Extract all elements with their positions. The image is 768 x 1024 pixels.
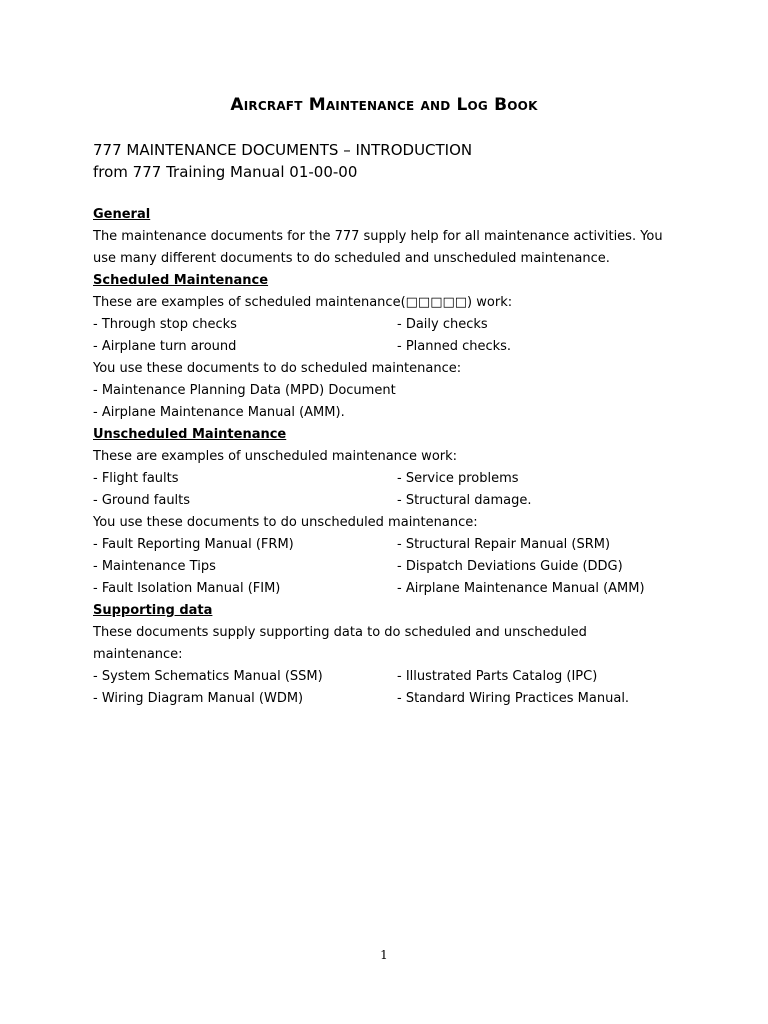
intro-block <box>93 139 472 183</box>
scheduled-example-right: - Planned checks. <box>397 339 512 354</box>
unscheduled-doc-row <box>93 556 713 578</box>
unscheduled-doc-left: - Maintenance Tips <box>93 559 216 574</box>
scheduled-heading: Scheduled Maintenance <box>93 273 269 288</box>
scheduled-example-row <box>93 336 713 358</box>
supporting-doc-right: - Standard Wiring Practices Manual. <box>397 691 630 706</box>
unscheduled-heading: Unscheduled Maintenance <box>93 427 287 442</box>
unscheduled-example-left: - Ground faults <box>93 493 191 508</box>
unscheduled-example-row <box>93 468 713 490</box>
supporting-text-1: These documents supply supporting data to do scheduled and unscheduled <box>93 625 587 640</box>
unscheduled-examples-intro: These are examples of unscheduled maintenance work: <box>93 449 458 464</box>
supporting-doc-row <box>93 666 713 688</box>
intro-line-2: from 777 Training Manual 01-00-00 <box>93 163 358 181</box>
document-body <box>93 204 713 710</box>
unscheduled-example-right: - Service problems <box>397 471 519 486</box>
unscheduled-doc-row <box>93 578 713 600</box>
supporting-doc-right: - Illustrated Parts Catalog (IPC) <box>397 669 598 684</box>
unscheduled-doc-right: - Structural Repair Manual (SRM) <box>397 537 611 552</box>
general-heading: General <box>93 207 151 222</box>
general-text-1: The maintenance documents for the 777 supply help for all maintenance activities. You <box>93 229 663 244</box>
unscheduled-doc-right: - Dispatch Deviations Guide (DDG) <box>397 559 623 574</box>
supporting-heading: Supporting data <box>93 603 213 618</box>
supporting-doc-row <box>93 688 713 710</box>
intro-line-1: 777 MAINTENANCE DOCUMENTS – INTRODUCTION <box>93 141 473 159</box>
supporting-doc-left: - Wiring Diagram Manual (WDM) <box>93 691 304 706</box>
page-number: 1 <box>380 948 388 962</box>
supporting-text-2: maintenance: <box>93 647 183 662</box>
scheduled-docs-intro: You use these documents to do scheduled maintenance: <box>93 361 462 376</box>
unscheduled-doc-left: - Fault Isolation Manual (FIM) <box>93 581 281 596</box>
scheduled-example-row <box>93 314 713 336</box>
scheduled-example-right: - Daily checks <box>397 317 488 332</box>
scheduled-example-left: - Through stop checks <box>93 317 237 332</box>
unscheduled-docs-intro: You use these documents to do unscheduled maintenance: <box>93 515 478 530</box>
scheduled-example-left: - Airplane turn around <box>93 339 237 354</box>
scheduled-doc-item: - Maintenance Planning Data (MPD) Document <box>93 383 396 398</box>
general-text-2: use many different documents to do scheduled and unscheduled maintenance. <box>93 251 610 266</box>
document-title: Aircraft Maintenance and Log Book <box>230 95 538 115</box>
scheduled-examples-intro: These are examples of scheduled maintenance(□□□□□) work: <box>93 295 513 310</box>
unscheduled-doc-left: - Fault Reporting Manual (FRM) <box>93 537 294 552</box>
scheduled-doc-item: - Airplane Maintenance Manual (AMM). <box>93 405 345 420</box>
unscheduled-example-row <box>93 490 713 512</box>
unscheduled-example-right: - Structural damage. <box>397 493 532 508</box>
unscheduled-doc-row <box>93 534 713 556</box>
supporting-doc-left: - System Schematics Manual (SSM) <box>93 669 323 684</box>
unscheduled-doc-right: - Airplane Maintenance Manual (AMM) <box>397 581 645 596</box>
unscheduled-example-left: - Flight faults <box>93 471 179 486</box>
